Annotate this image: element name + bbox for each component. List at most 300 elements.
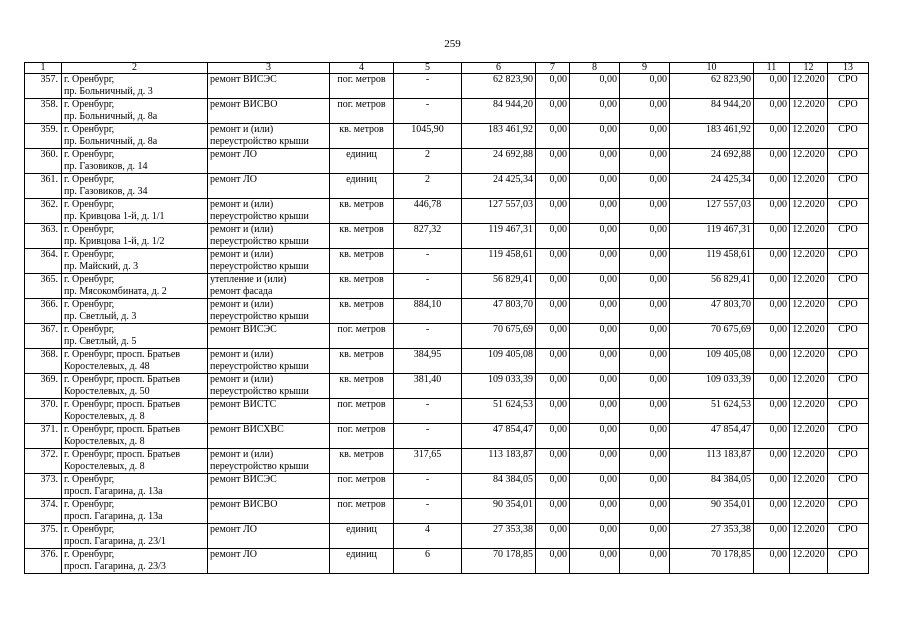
address-cell [62, 199, 208, 224]
quantity-cell: 4 [394, 524, 462, 549]
address-line-2: пр. Майский, д. 3 [64, 261, 139, 272]
work-type-cell [208, 549, 330, 574]
column-header-1: 1 [25, 63, 62, 74]
table-row [25, 374, 869, 399]
col10-cell: 24 425,34 [670, 174, 754, 199]
period-cell: 12.2020 [790, 74, 828, 99]
address-line-2: пр. Больничный, д. 3 [64, 86, 153, 97]
col9-cell: 0,00 [620, 124, 670, 149]
col7-cell: 0,00 [536, 349, 570, 374]
col7-cell: 0,00 [536, 249, 570, 274]
quantity-cell: 317,65 [394, 449, 462, 474]
col7-cell: 0,00 [536, 174, 570, 199]
address-line-1: г. Оренбург, [64, 549, 115, 560]
col9-cell: 0,00 [620, 74, 670, 99]
address-line-1: г. Оренбург, [64, 224, 115, 235]
work-type-cell [208, 149, 330, 174]
address-line-1: г. Оренбург, [64, 174, 115, 185]
work-type-cell [208, 374, 330, 399]
col10-cell: 47 803,70 [670, 299, 754, 324]
address-line-2: Коростелевых, д. 8 [64, 411, 145, 422]
work-type-line-1: ремонт ВИСВО [210, 99, 278, 110]
address-cell [62, 499, 208, 524]
unit-cell: единиц [330, 549, 394, 574]
address-line-2: пр. Светлый, д. 3 [64, 311, 137, 322]
address-line-2: Коростелевых, д. 48 [64, 361, 150, 372]
col10-cell: 113 183,87 [670, 449, 754, 474]
unit-cell: пог. метров [330, 474, 394, 499]
col10-cell: 109 033,39 [670, 374, 754, 399]
work-type-line-2: переустройство крыши [210, 311, 309, 322]
col11-cell: 0,00 [754, 474, 790, 499]
work-type-line-1: ремонт ВИСЭС [210, 474, 277, 485]
address-line-1: г. Оренбург, просп. Братьев [64, 374, 181, 385]
source-cell: СРО [828, 474, 869, 499]
work-type-line-1: ремонт ВИСТС [210, 399, 277, 410]
quantity-cell: - [394, 249, 462, 274]
period-cell: 12.2020 [790, 374, 828, 399]
source-cell: СРО [828, 549, 869, 574]
unit-cell: кв. метров [330, 124, 394, 149]
col9-cell: 0,00 [620, 249, 670, 274]
col10-cell: 70 178,85 [670, 549, 754, 574]
address-line-1: г. Оренбург, [64, 299, 115, 310]
col10-cell: 127 557,03 [670, 199, 754, 224]
col7-cell: 0,00 [536, 74, 570, 99]
col7-cell: 0,00 [536, 374, 570, 399]
source-cell: СРО [828, 199, 869, 224]
col10-cell: 90 354,01 [670, 499, 754, 524]
address-line-2: Коростелевых, д. 8 [64, 461, 145, 472]
col7-cell: 0,00 [536, 399, 570, 424]
row-number-cell: 371. [25, 424, 62, 449]
row-number-cell: 363. [25, 224, 62, 249]
work-type-cell [208, 74, 330, 99]
work-type-line-1: ремонт и (или) [210, 374, 274, 385]
address-line-1: г. Оренбург, [64, 499, 115, 510]
col11-cell: 0,00 [754, 399, 790, 424]
source-cell: СРО [828, 224, 869, 249]
quantity-cell: - [394, 424, 462, 449]
col10-cell: 109 405,08 [670, 349, 754, 374]
address-cell [62, 174, 208, 199]
work-type-line-1: ремонт и (или) [210, 249, 274, 260]
address-cell [62, 374, 208, 399]
address-cell [62, 124, 208, 149]
unit-cell: кв. метров [330, 199, 394, 224]
unit-cell: единиц [330, 149, 394, 174]
row-number-cell: 360. [25, 149, 62, 174]
work-type-line-1: ремонт ЛО [210, 524, 257, 535]
col10-cell: 62 823,90 [670, 74, 754, 99]
work-type-cell [208, 299, 330, 324]
col7-cell: 0,00 [536, 474, 570, 499]
period-cell: 12.2020 [790, 124, 828, 149]
col10-cell: 84 384,05 [670, 474, 754, 499]
unit-cell: кв. метров [330, 349, 394, 374]
table-row [25, 124, 869, 149]
col7-cell: 0,00 [536, 199, 570, 224]
col7-cell: 0,00 [536, 99, 570, 124]
address-line-2: просп. Гагарина, д. 13а [64, 511, 163, 522]
col8-cell: 0,00 [570, 199, 620, 224]
row-number-cell: 365. [25, 274, 62, 299]
col7-cell: 0,00 [536, 299, 570, 324]
table-row [25, 149, 869, 174]
period-cell: 12.2020 [790, 299, 828, 324]
col8-cell: 0,00 [570, 374, 620, 399]
quantity-cell: - [394, 99, 462, 124]
unit-cell: пог. метров [330, 399, 394, 424]
quantity-cell: 827,32 [394, 224, 462, 249]
address-line-1: г. Оренбург, просп. Братьев [64, 349, 181, 360]
unit-cell: кв. метров [330, 449, 394, 474]
col11-cell: 0,00 [754, 274, 790, 299]
col7-cell: 0,00 [536, 224, 570, 249]
col8-cell: 0,00 [570, 274, 620, 299]
address-line-2: просп. Гагарина, д. 23/3 [64, 561, 166, 572]
col11-cell: 0,00 [754, 199, 790, 224]
source-cell: СРО [828, 499, 869, 524]
table-row [25, 474, 869, 499]
col11-cell: 0,00 [754, 74, 790, 99]
col10-cell: 51 624,53 [670, 399, 754, 424]
period-cell: 12.2020 [790, 99, 828, 124]
col11-cell: 0,00 [754, 499, 790, 524]
row-number-cell: 364. [25, 249, 62, 274]
col10-cell: 47 854,47 [670, 424, 754, 449]
column-number-header [25, 63, 869, 74]
address-line-2: пр. Кривцова 1-й, д. 1/1 [64, 211, 165, 222]
col8-cell: 0,00 [570, 299, 620, 324]
source-cell: СРО [828, 249, 869, 274]
unit-cell: пог. метров [330, 99, 394, 124]
quantity-cell: 446,78 [394, 199, 462, 224]
col10-cell: 70 675,69 [670, 324, 754, 349]
total-cost-cell: 62 823,90 [462, 74, 536, 99]
address-line-1: г. Оренбург, [64, 124, 115, 135]
table-row [25, 449, 869, 474]
total-cost-cell: 119 467,31 [462, 224, 536, 249]
quantity-cell: - [394, 499, 462, 524]
work-type-cell [208, 349, 330, 374]
source-cell: СРО [828, 74, 869, 99]
total-cost-cell: 47 854,47 [462, 424, 536, 449]
work-type-cell [208, 124, 330, 149]
row-number-cell: 372. [25, 449, 62, 474]
period-cell: 12.2020 [790, 324, 828, 349]
col8-cell: 0,00 [570, 524, 620, 549]
col11-cell: 0,00 [754, 374, 790, 399]
col8-cell: 0,00 [570, 149, 620, 174]
column-header-4: 4 [330, 63, 394, 74]
work-type-cell [208, 274, 330, 299]
col7-cell: 0,00 [536, 274, 570, 299]
row-number-cell: 359. [25, 124, 62, 149]
source-cell: СРО [828, 324, 869, 349]
address-cell [62, 399, 208, 424]
work-type-line-1: ремонт и (или) [210, 299, 274, 310]
source-cell: СРО [828, 374, 869, 399]
source-cell: СРО [828, 524, 869, 549]
address-line-2: пр. Газовиков, д. 34 [64, 186, 148, 197]
col11-cell: 0,00 [754, 249, 790, 274]
address-cell [62, 449, 208, 474]
total-cost-cell: 90 354,01 [462, 499, 536, 524]
col10-cell: 24 692,88 [670, 149, 754, 174]
column-header-10: 10 [670, 63, 754, 74]
col8-cell: 0,00 [570, 449, 620, 474]
source-cell: СРО [828, 149, 869, 174]
column-header-12: 12 [790, 63, 828, 74]
address-line-1: г. Оренбург, [64, 199, 115, 210]
address-cell [62, 249, 208, 274]
quantity-cell: 6 [394, 549, 462, 574]
work-type-line-1: ремонт ЛО [210, 174, 257, 185]
period-cell: 12.2020 [790, 524, 828, 549]
address-cell [62, 274, 208, 299]
address-line-1: г. Оренбург, [64, 474, 115, 485]
unit-cell: кв. метров [330, 249, 394, 274]
period-cell: 12.2020 [790, 274, 828, 299]
quantity-cell: - [394, 399, 462, 424]
total-cost-cell: 109 033,39 [462, 374, 536, 399]
work-type-cell [208, 449, 330, 474]
work-type-line-1: ремонт и (или) [210, 349, 274, 360]
row-number-cell: 362. [25, 199, 62, 224]
column-header-6: 6 [462, 63, 536, 74]
work-type-line-1: ремонт ЛО [210, 549, 257, 560]
col7-cell: 0,00 [536, 149, 570, 174]
total-cost-cell: 84 944,20 [462, 99, 536, 124]
address-line-1: г. Оренбург, просп. Братьев [64, 424, 181, 435]
unit-cell: единиц [330, 174, 394, 199]
total-cost-cell: 70 675,69 [462, 324, 536, 349]
table-row [25, 274, 869, 299]
address-line-1: г. Оренбург, [64, 74, 115, 85]
col7-cell: 0,00 [536, 499, 570, 524]
period-cell: 12.2020 [790, 424, 828, 449]
table-row [25, 224, 869, 249]
col9-cell: 0,00 [620, 149, 670, 174]
source-cell: СРО [828, 449, 869, 474]
address-line-2: пр. Светлый, д. 5 [64, 336, 137, 347]
col9-cell: 0,00 [620, 374, 670, 399]
col11-cell: 0,00 [754, 349, 790, 374]
address-cell [62, 349, 208, 374]
work-type-line-1: ремонт ВИСВО [210, 499, 278, 510]
unit-cell: единиц [330, 524, 394, 549]
col9-cell: 0,00 [620, 324, 670, 349]
col7-cell: 0,00 [536, 549, 570, 574]
col7-cell: 0,00 [536, 124, 570, 149]
total-cost-cell: 84 384,05 [462, 474, 536, 499]
col9-cell: 0,00 [620, 549, 670, 574]
address-cell [62, 99, 208, 124]
period-cell: 12.2020 [790, 474, 828, 499]
address-line-1: г. Оренбург, [64, 274, 115, 285]
col8-cell: 0,00 [570, 324, 620, 349]
work-type-cell [208, 474, 330, 499]
work-type-cell [208, 224, 330, 249]
col9-cell: 0,00 [620, 199, 670, 224]
work-type-line-1: ремонт и (или) [210, 224, 274, 235]
quantity-cell: 381,40 [394, 374, 462, 399]
table-row [25, 549, 869, 574]
table-row [25, 399, 869, 424]
table-row [25, 524, 869, 549]
col11-cell: 0,00 [754, 174, 790, 199]
column-header-3: 3 [208, 63, 330, 74]
work-type-line-2: переустройство крыши [210, 136, 309, 147]
col9-cell: 0,00 [620, 499, 670, 524]
work-type-line-2: переустройство крыши [210, 386, 309, 397]
col11-cell: 0,00 [754, 524, 790, 549]
address-line-2: Коростелевых, д. 50 [64, 386, 150, 397]
period-cell: 12.2020 [790, 449, 828, 474]
address-line-1: г. Оренбург, [64, 249, 115, 260]
source-cell: СРО [828, 299, 869, 324]
work-type-cell [208, 199, 330, 224]
col10-cell: 183 461,92 [670, 124, 754, 149]
col7-cell: 0,00 [536, 424, 570, 449]
work-type-line-1: ремонт и (или) [210, 199, 274, 210]
col9-cell: 0,00 [620, 524, 670, 549]
quantity-cell: - [394, 74, 462, 99]
col9-cell: 0,00 [620, 424, 670, 449]
period-cell: 12.2020 [790, 224, 828, 249]
col8-cell: 0,00 [570, 549, 620, 574]
table-row [25, 349, 869, 374]
work-type-line-2: переустройство крыши [210, 361, 309, 372]
col9-cell: 0,00 [620, 449, 670, 474]
period-cell: 12.2020 [790, 199, 828, 224]
address-line-1: г. Оренбург, [64, 99, 115, 110]
table-row [25, 99, 869, 124]
work-type-line-1: утепление и (или) [210, 274, 287, 285]
work-type-line-2: переустройство крыши [210, 211, 309, 222]
address-line-1: г. Оренбург, [64, 324, 115, 335]
address-cell [62, 424, 208, 449]
total-cost-cell: 113 183,87 [462, 449, 536, 474]
address-cell [62, 549, 208, 574]
col10-cell: 56 829,41 [670, 274, 754, 299]
col8-cell: 0,00 [570, 224, 620, 249]
address-line-2: пр. Больничный, д. 8а [64, 136, 158, 147]
address-line-2: пр. Кривцова 1-й, д. 1/2 [64, 236, 165, 247]
source-cell: СРО [828, 399, 869, 424]
col11-cell: 0,00 [754, 124, 790, 149]
period-cell: 12.2020 [790, 349, 828, 374]
address-cell [62, 324, 208, 349]
row-number-cell: 375. [25, 524, 62, 549]
col7-cell: 0,00 [536, 449, 570, 474]
total-cost-cell: 70 178,85 [462, 549, 536, 574]
address-line-1: г. Оренбург, просп. Братьев [64, 449, 181, 460]
table-body [25, 63, 869, 574]
col8-cell: 0,00 [570, 99, 620, 124]
row-number-cell: 370. [25, 399, 62, 424]
quantity-cell: 2 [394, 149, 462, 174]
col8-cell: 0,00 [570, 174, 620, 199]
quantity-cell: - [394, 474, 462, 499]
row-number-cell: 368. [25, 349, 62, 374]
works-table [24, 62, 869, 574]
column-header-7: 7 [536, 63, 570, 74]
quantity-cell: 884,10 [394, 299, 462, 324]
row-number-cell: 358. [25, 99, 62, 124]
table-row [25, 249, 869, 274]
col8-cell: 0,00 [570, 349, 620, 374]
address-line-2: пр. Мясокомбината, д. 2 [64, 286, 167, 297]
col11-cell: 0,00 [754, 449, 790, 474]
row-number-cell: 357. [25, 74, 62, 99]
source-cell: СРО [828, 349, 869, 374]
address-line-2: Коростелевых, д. 8 [64, 436, 145, 447]
table-row [25, 74, 869, 99]
source-cell: СРО [828, 274, 869, 299]
work-type-cell [208, 99, 330, 124]
total-cost-cell: 51 624,53 [462, 399, 536, 424]
row-number-cell: 367. [25, 324, 62, 349]
address-cell [62, 149, 208, 174]
col11-cell: 0,00 [754, 224, 790, 249]
col11-cell: 0,00 [754, 549, 790, 574]
address-cell [62, 299, 208, 324]
col9-cell: 0,00 [620, 349, 670, 374]
address-line-1: г. Оренбург, просп. Братьев [64, 399, 181, 410]
unit-cell: пог. метров [330, 74, 394, 99]
work-type-line-1: ремонт ВИСЭС [210, 74, 277, 85]
total-cost-cell: 183 461,92 [462, 124, 536, 149]
col8-cell: 0,00 [570, 474, 620, 499]
address-line-2: пр. Газовиков, д. 14 [64, 161, 148, 172]
total-cost-cell: 109 405,08 [462, 349, 536, 374]
work-type-cell [208, 424, 330, 449]
page-number: 259 [444, 38, 461, 50]
col9-cell: 0,00 [620, 274, 670, 299]
column-header-13: 13 [828, 63, 869, 74]
row-number-cell: 369. [25, 374, 62, 399]
col10-cell: 84 944,20 [670, 99, 754, 124]
work-type-line-1: ремонт и (или) [210, 124, 274, 135]
period-cell: 12.2020 [790, 249, 828, 274]
work-type-line-2: переустройство крыши [210, 261, 309, 272]
unit-cell: кв. метров [330, 299, 394, 324]
quantity-cell: 384,95 [394, 349, 462, 374]
table-row [25, 499, 869, 524]
col9-cell: 0,00 [620, 474, 670, 499]
column-header-9: 9 [620, 63, 670, 74]
work-type-line-2: переустройство крыши [210, 236, 309, 247]
table-row [25, 174, 869, 199]
unit-cell: кв. метров [330, 224, 394, 249]
col9-cell: 0,00 [620, 224, 670, 249]
col10-cell: 27 353,38 [670, 524, 754, 549]
table-row [25, 199, 869, 224]
work-type-line-2: переустройство крыши [210, 461, 309, 472]
period-cell: 12.2020 [790, 149, 828, 174]
source-cell: СРО [828, 124, 869, 149]
col8-cell: 0,00 [570, 399, 620, 424]
row-number-cell: 374. [25, 499, 62, 524]
source-cell: СРО [828, 174, 869, 199]
period-cell: 12.2020 [790, 399, 828, 424]
address-cell [62, 74, 208, 99]
address-line-2: просп. Гагарина, д. 13а [64, 486, 163, 497]
col9-cell: 0,00 [620, 299, 670, 324]
address-line-2: пр. Больничный, д. 8а [64, 111, 158, 122]
